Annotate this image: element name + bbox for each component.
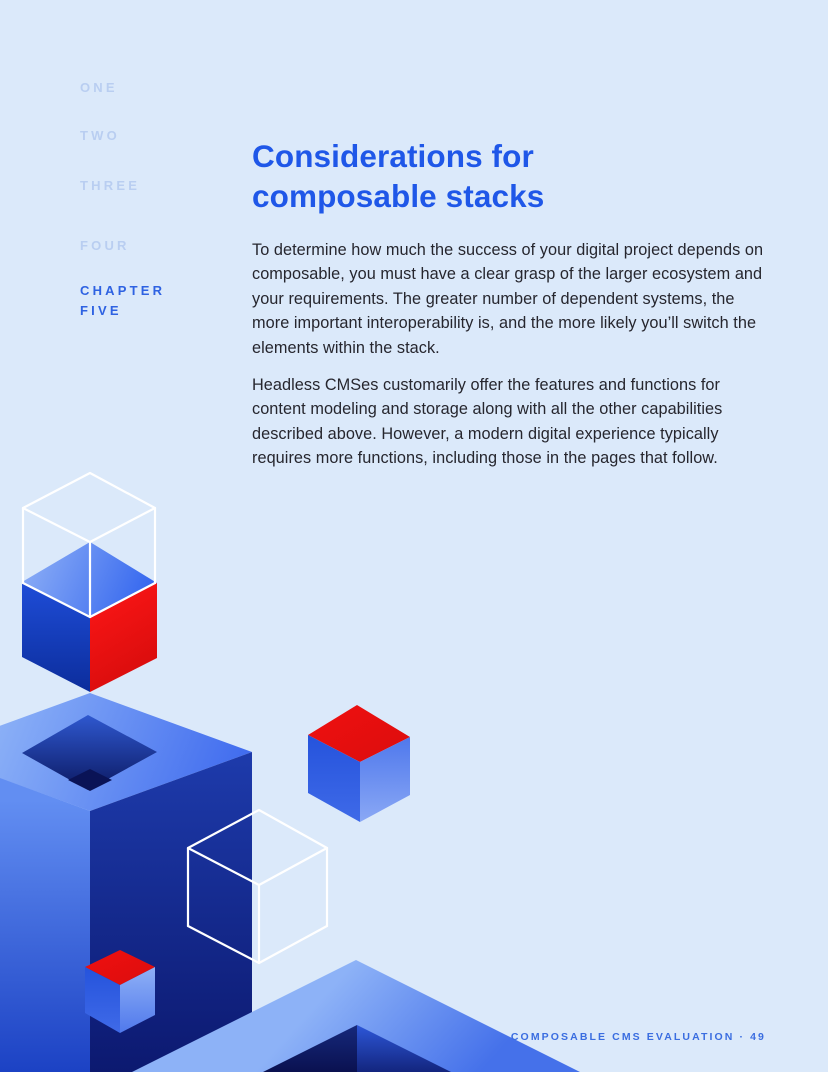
chapter-content <box>252 136 768 484</box>
nav-item-chapter-four[interactable]: FOUR <box>80 238 130 253</box>
body-paragraph: To determine how much the success of your digital project depends on composable, you must have a clear grasp of the larger ecosystem and your requirements. The greater number of dependent systems, the more important interoperability is, and the more likely you’ll switch the elements within the stack. <box>252 241 764 357</box>
footer-text: COMPOSABLE CMS EVALUATION · 49 <box>510 1031 766 1043</box>
nav-item-chapter-one[interactable]: ONE <box>80 80 118 95</box>
page-footer <box>511 1031 766 1043</box>
page-title <box>252 136 768 216</box>
nav-item-chapter-three[interactable]: THREE <box>80 178 141 193</box>
floating-cube-right <box>308 705 410 822</box>
nav-item-chapter-five-active[interactable]: CHAPTER FIVE <box>80 283 166 318</box>
nav-item-chapter-two[interactable]: TWO <box>80 128 120 143</box>
body-paragraph: Headless CMSes customarily offer the features and functions for content modeling and storage along with all the other capabilities described above. However, a modern digital experience typically requires more functions, including those in the pages that follow. <box>252 376 723 468</box>
page-title-line-2: composable stacks <box>252 178 545 214</box>
page-title-line-1: Considerations for <box>252 138 534 174</box>
